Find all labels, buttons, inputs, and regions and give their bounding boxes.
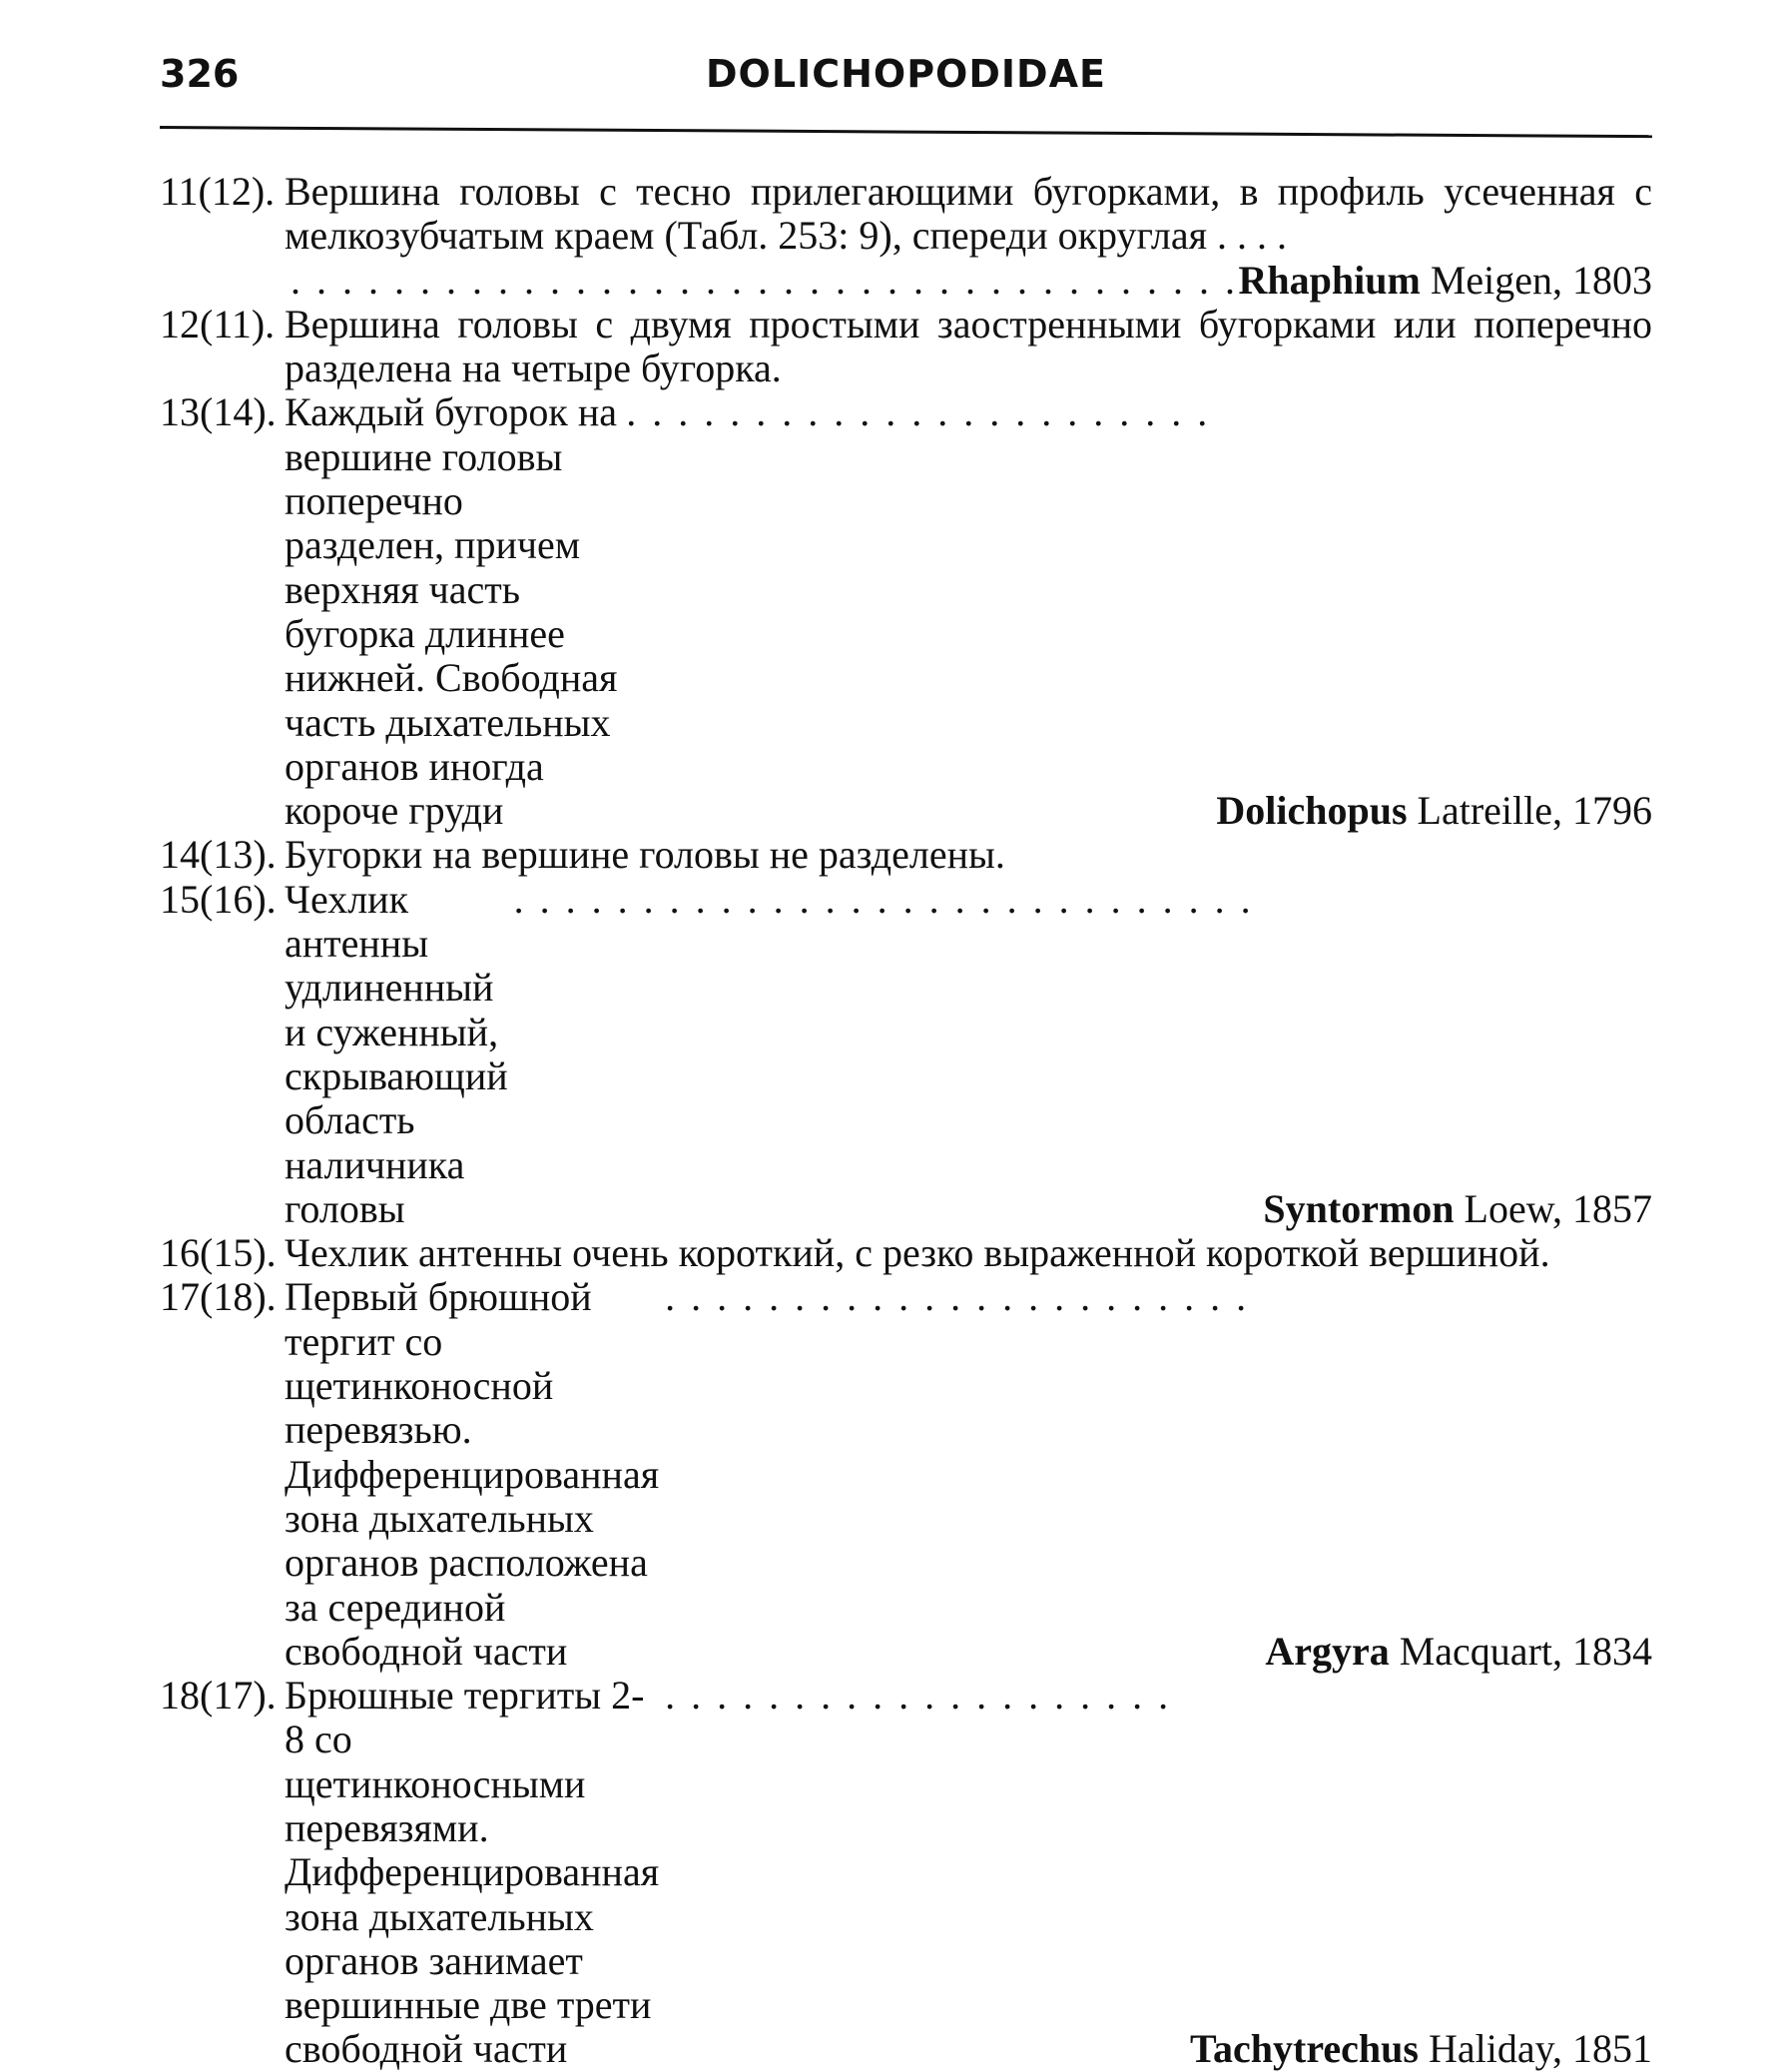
genus-name: Syntormon bbox=[1263, 1185, 1455, 1231]
genus-name: Dolichopus bbox=[1216, 788, 1408, 834]
page-header bbox=[160, 52, 1652, 112]
couplet-text: Чехлик антенны удлиненный и суженный, скрывающий область наличника головы bbox=[285, 876, 508, 1231]
couplet-number: 14(13). bbox=[160, 832, 277, 878]
authority: Macquart, 1834 bbox=[1399, 1628, 1652, 1674]
couplet-result-line bbox=[285, 1674, 1652, 2072]
couplet-text: Бугорки на вершине головы не разделены. bbox=[285, 832, 1005, 878]
couplet-number: 11(12). bbox=[160, 169, 276, 214]
leader-dots bbox=[291, 259, 1233, 303]
couplet-12 bbox=[160, 303, 1652, 391]
genus-name: Argyra bbox=[1265, 1628, 1390, 1674]
genus-name: Rhaphium bbox=[1238, 257, 1421, 303]
taxon-name bbox=[1239, 259, 1653, 303]
couplet-text: Брюшные тергиты 2-8 со щетинконосными перевязями. Дифференцированная зона дыхательных органов занимает вершинные две трети свободной части bbox=[285, 1673, 660, 2072]
couplet-text: Чехлик антенны очень короткий, с резко выраженной короткой вершиной. bbox=[285, 1230, 1550, 1276]
couplet-number: 12(11). bbox=[160, 301, 276, 346]
couplet-text: Вершина головы с двумя простыми заостренными бугорками или поперечно разделена на четыре бугорка. bbox=[285, 301, 1652, 391]
header-rule bbox=[160, 126, 1652, 138]
page-number: 326 bbox=[160, 52, 240, 96]
couplet-text: Вершина головы с тесно прилегающими бугорками, в профиль усеченная с мелкозубчатым краем (Табл. 253: 9), спереди округлая bbox=[285, 169, 1652, 259]
authority: Haliday, 1851 bbox=[1428, 2026, 1652, 2072]
genus-name: Tachytrechus bbox=[1190, 2026, 1419, 2072]
leader-dots bbox=[665, 1275, 1259, 1319]
couplet-17 bbox=[160, 1275, 1652, 1674]
couplet-15 bbox=[160, 878, 1652, 1231]
authority: Loew, 1857 bbox=[1464, 1185, 1652, 1231]
taxon-name bbox=[1190, 2027, 1652, 2071]
couplet-text: Каждый бугорок на вершине головы поперечно разделен, причем верхняя часть бугорка длиннее нижней. Свободная часть дыхательных органов иногда короче груди bbox=[285, 389, 618, 834]
taxon-name bbox=[1216, 789, 1652, 833]
couplet-18 bbox=[160, 1674, 1652, 2072]
couplet-11 bbox=[160, 170, 1652, 303]
couplet-number: 15(16). bbox=[160, 876, 277, 922]
identification-key bbox=[160, 170, 1652, 2072]
couplet-14 bbox=[160, 833, 1652, 877]
couplet-result-line bbox=[285, 259, 1652, 303]
couplet-number: 18(17). bbox=[160, 1673, 277, 1719]
couplet-16 bbox=[160, 1231, 1652, 1275]
couplet-text: Первый брюшной тергит со щетинконосной перевязью. Дифференцированная зона дыхательных органов расположена за серединой свободной части bbox=[285, 1274, 660, 1674]
couplet-number: 13(14). bbox=[160, 389, 277, 435]
couplet-number: 17(18). bbox=[160, 1274, 277, 1320]
taxon-name bbox=[1265, 1630, 1652, 1674]
leader-dots bbox=[626, 390, 1210, 434]
taxon-name bbox=[1263, 1187, 1652, 1231]
couplet-result-line bbox=[285, 1275, 1652, 1674]
authority: Latreille, 1796 bbox=[1417, 788, 1652, 834]
leader-dots bbox=[514, 878, 1258, 922]
couplet-result-line bbox=[285, 390, 1652, 833]
couplet-13 bbox=[160, 390, 1652, 833]
couplet-number: 16(15). bbox=[160, 1230, 277, 1276]
leader-dots: . . . . bbox=[1217, 213, 1288, 259]
authority: Meigen, 1803 bbox=[1430, 257, 1652, 303]
leader-dots bbox=[665, 1674, 1184, 1718]
couplet-result-line bbox=[285, 878, 1652, 1231]
running-title: DOLICHOPODIDAE bbox=[706, 52, 1106, 96]
